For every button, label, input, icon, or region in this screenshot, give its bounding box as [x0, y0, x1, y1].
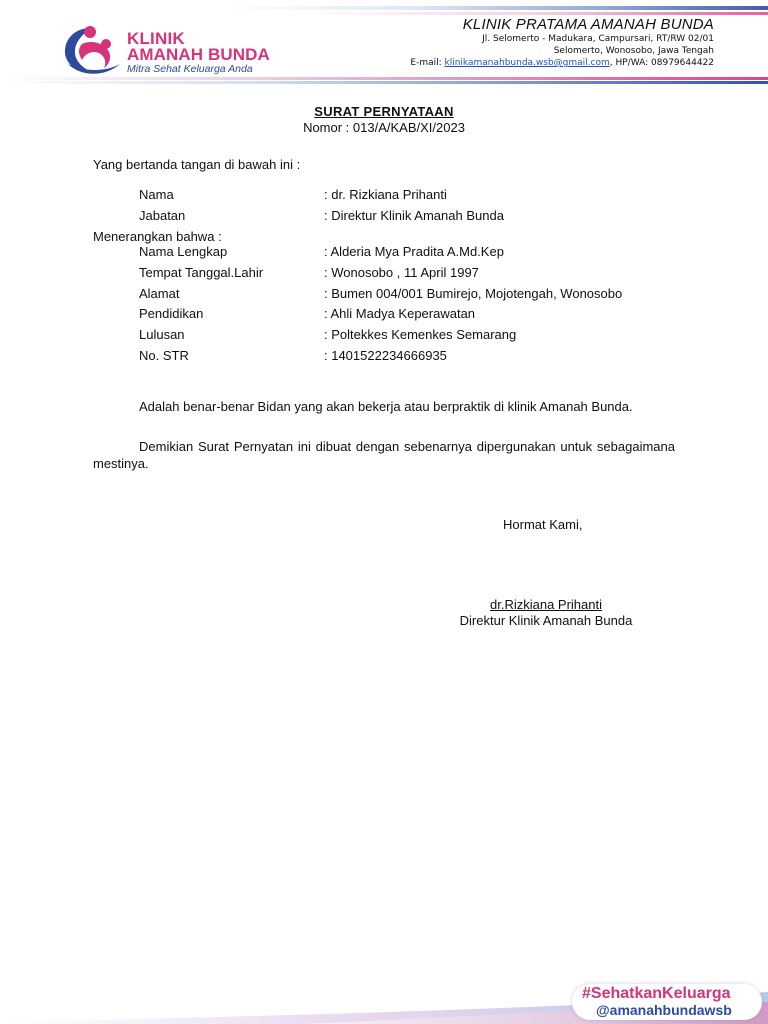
subject-label-address: Alamat — [139, 286, 180, 301]
email-link[interactable]: klinikamanahbunda.wsb@gmail.com — [444, 58, 610, 68]
subject-label-full-name: Nama Lengkap — [139, 244, 228, 259]
subject-label-birth: Tempat Tanggal.Lahir — [139, 265, 264, 280]
footer-hashtag: #SehatkanKeluarga — [582, 985, 731, 1002]
document-title: SURAT PERNYATAAN — [314, 104, 454, 119]
clinic-letterhead — [410, 16, 714, 69]
header-divider-blue — [0, 81, 768, 84]
header-stripe-pink — [300, 12, 768, 15]
subject-value-education: : Ahli Madya Keperawatan — [324, 306, 476, 321]
subject-label-graduate: Lulusan — [139, 327, 185, 342]
clinic-logo — [60, 20, 285, 76]
mother-child-logo-icon — [60, 20, 126, 76]
subject-label-str: No. STR — [139, 348, 189, 363]
logo-tagline: Mitra Sehat Keluarga Anda — [127, 63, 253, 75]
clinic-address-line1: Jl. Selomerto - Madukara, Campursari, RT/RW 02/01 — [482, 34, 714, 44]
signer-value-name: : dr. Rizkiana Prihanti — [324, 187, 447, 202]
email-label: E-mail: — [410, 58, 445, 68]
phone-text: , HP/WA: 08979644422 — [609, 58, 714, 68]
subject-value-address: : Bumen 004/001 Bumirejo, Mojotengah, Wonosobo — [324, 286, 623, 301]
logo-title-line1: KLINIK — [127, 29, 185, 48]
intro-text: Yang bertanda tangan di bawah ini : — [93, 157, 301, 172]
clinic-address-line2: Selomerto, Wonosobo, Jawa Tengah — [553, 46, 714, 56]
closing-paragraph: Demikian Surat Pernyatan ini dibuat dengan sebenarnya dipergunakan untuk sebagaimana mestinya. — [93, 439, 675, 471]
clinic-contact-line — [410, 57, 714, 69]
signer-value-position: : Direktur Klinik Amanah Bunda — [324, 208, 504, 223]
subject-value-birth: : Wonosobo , 11 April 1997 — [324, 265, 479, 280]
signature-title: Direktur Klinik Amanah Bunda — [459, 613, 633, 628]
declares-text: Menerangkan bahwa : — [93, 229, 222, 244]
header-stripe-blue — [230, 6, 768, 10]
footer-social-handle: @amanahbundawsb — [596, 1002, 732, 1018]
subject-label-education: Pendidikan — [139, 306, 204, 321]
subject-value-str: : 1401522234666935 — [324, 348, 447, 363]
regards-text: Hormat Kami, — [503, 517, 583, 532]
statement-paragraph: Adalah benar-benar Bidan yang akan bekerja atau berpraktik di klinik Amanah Bunda. — [139, 399, 633, 414]
header-divider-pink — [0, 77, 768, 80]
subject-value-graduate: : Poltekkes Kemenkes Semarang — [324, 327, 517, 342]
logo-title-line2: AMANAH BUNDA — [127, 45, 270, 64]
subject-value-full-name: : Alderia Mya Pradita A.Md.Kep — [324, 244, 504, 259]
signature-name: dr.Rizkiana Prihanti — [490, 597, 602, 612]
clinic-name: KLINIK PRATAMA AMANAH BUNDA — [462, 16, 714, 33]
document-number: Nomor : 013/A/KAB/XI/2023 — [303, 120, 465, 135]
signer-label-position: Jabatan — [139, 208, 186, 223]
signer-label-name: Nama — [139, 187, 174, 202]
